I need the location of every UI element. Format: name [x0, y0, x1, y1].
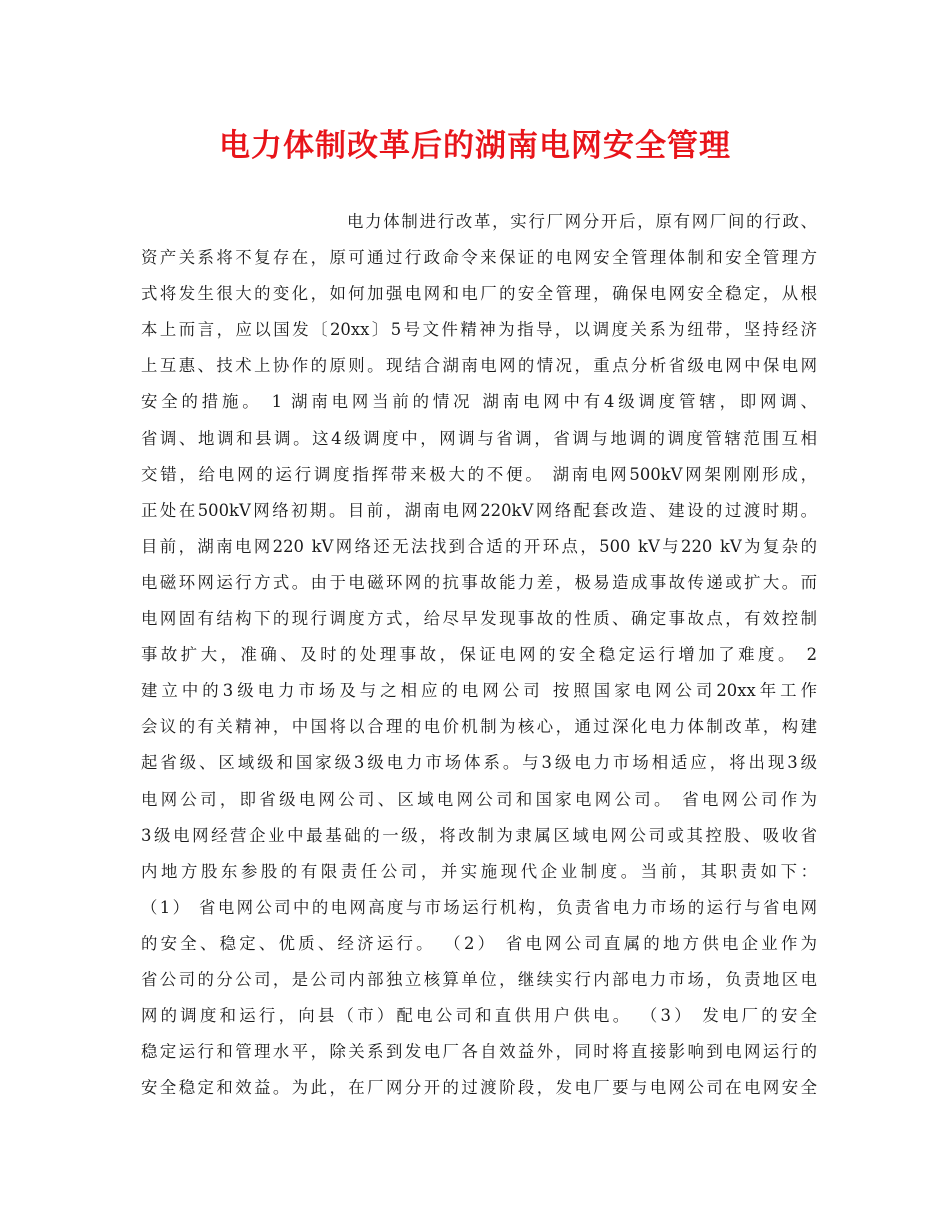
paragraph-line: 电磁环网运行方式。由于电磁环网的抗事故能力差，极易造成事故传递或扩大。而 [141, 572, 817, 592]
paragraph-line: 的安全、稳定、优质、经济运行。 （2） 省电网公司直属的地方供电企业作为 [141, 933, 817, 953]
paragraph-line: （1） 省电网公司中的电网高度与市场运行机构，负责省电力市场的运行与省电网 [141, 897, 817, 917]
paragraph-line: 事故扩大，准确、及时的处理事故，保证电网的安全稳定运行增加了难度。 2 [141, 645, 817, 665]
paragraph-line: 电网公司，即省级电网公司、区域电网公司和国家电网公司。 省电网公司作为 [141, 789, 817, 809]
paragraph-line: 资产关系将不复存在，原可通过行政命令来保证的电网安全管理体制和安全管理方 [141, 248, 817, 268]
paragraph-line: 电网固有结构下的现行调度方式，给尽早发现事故的性质、确定事故点，有效控制 [141, 609, 817, 629]
paragraph-line: 建立中的3级电力市场及与之相应的电网公司 按照国家电网公司20xx年工作 [141, 681, 817, 701]
paragraph-line: 式将发生很大的变化，如何加强电网和电厂的安全管理，确保电网安全稳定，从根 [141, 284, 817, 304]
document-body [141, 204, 817, 1106]
paragraph-line: 安全稳定和效益。为此，在厂网分开的过渡阶段，发电厂要与电网公司在电网安全 [141, 1078, 817, 1098]
paragraph-line: 省调、地调和县调。这4级调度中，网调与省调，省调与地调的调度管辖范围互相 [141, 428, 817, 448]
paragraph-line: 目前，湖南电网220 kV网络还无法找到合适的开环点，500 kV与220 kV为复杂的 [141, 536, 817, 556]
paragraph-line: 内地方股东参股的有限责任公司，并实施现代企业制度。当前，其职责如下： [141, 861, 817, 881]
paragraph-line: 起省级、区域级和国家级3级电力市场体系。与3级电力市场相适应，将出现3级 [141, 753, 817, 773]
paragraph-line: 省公司的分公司，是公司内部独立核算单位，继续实行内部电力市场，负责地区电 [141, 969, 817, 989]
document-title: 电力体制改革后的湖南电网安全管理 [219, 128, 731, 164]
paragraph-line: 稳定运行和管理水平，除关系到发电厂各自效益外，同时将直接影响到电网运行的 [141, 1042, 817, 1062]
paragraph-line: 安全的措施。 1 湖南电网当前的情况 湖南电网中有4级调度管辖，即网调、 [141, 392, 817, 412]
paragraph-line: 正处在500kV网络初期。目前，湖南电网220kV网络配套改造、建设的过渡时期。 [141, 500, 817, 520]
paragraph-line: 3级电网经营企业中最基础的一级，将改制为隶属区域电网公司或其控股、吸收省 [141, 825, 817, 845]
paragraph-line: 会议的有关精神，中国将以合理的电价机制为核心，通过深化电力体制改革，构建 [141, 717, 817, 737]
paragraph-line: 交错，给电网的运行调度指挥带来极大的不便。 湖南电网500kV网架刚刚形成， [141, 464, 817, 484]
paragraph-line: 上互惠、技术上协作的原则。现结合湖南电网的情况，重点分析省级电网中保电网 [141, 356, 817, 376]
paragraph-line: 电力体制进行改革，实行厂网分开后，原有网厂间的行政、 [347, 212, 817, 231]
paragraph-line: 网的调度和运行，向县（市）配电公司和直供用户供电。 （3） 发电厂的安全 [141, 1006, 817, 1026]
paragraph-line: 本上而言，应以国发〔20xx〕5号文件精神为指导，以调度关系为纽带，坚持经济 [141, 320, 817, 340]
